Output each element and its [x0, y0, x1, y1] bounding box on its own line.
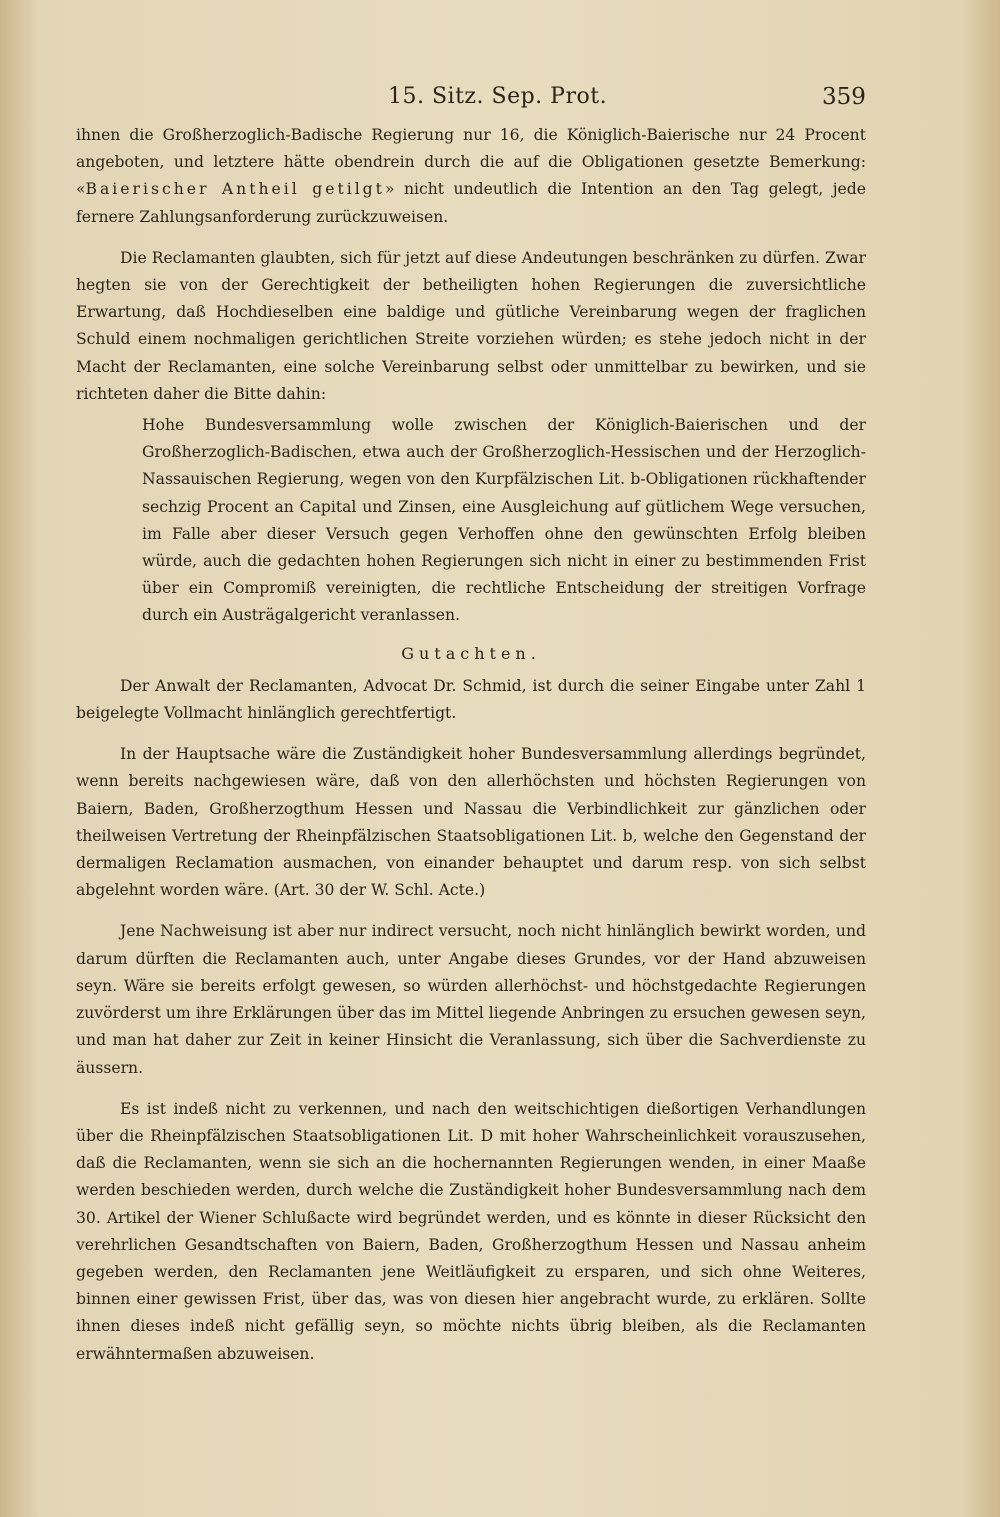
paragraph: In der Hauptsache wäre die Zuständigkeit hoher Bundesversammlung allerdings begründet, wenn bereits nachgewiesen wäre, daß von den allerhöchsten und höchsten Regierungen von Baiern, Baden, Großherzogthum Hessen und Nassau die Verbindlichkeit zur gänzlichen oder theilweisen Vertretung der Rheinpfälzischen Staatsobligationen Lit. b, welche den Gegenstand der dermaligen Reclamation ausmachen, von einander behauptet und darum resp. von sich selbst abgelehnt worden wäre. (Art. 30 der W. Schl. Acte.) [76, 745, 866, 900]
paragraph: Es ist indeß nicht zu verkennen, und nach den weitschichtigen dießortigen Verhandlungen über die Rheinpfälzischen Staatsobligationen Lit. D mit hoher Wahrscheinlichkeit vorauszusehen, daß die Reclamanten, wenn sie sich an die hochernannten Regierungen wenden, in einer Maaße werden beschieden werden, durch welche die Zuständigkeit hoher Bundesversammlung nach dem 30. Artikel der Wiener Schlußacte wird begründet werden, und es könnte in dieser Rücksicht den verehrlichen Gesandtschaften von Baiern, Baden, Großherzogthum Hessen und Nassau anheim gegeben werden, den Reclamanten jene Weitläufigkeit zu ersparen, und sich ohne Weiteres, binnen einer gewissen Frist, über das, was von diesen hier angebracht wurde, zu erklären. Sollte ihnen dieses indeß nicht gefällig seyn, so möchte nichts übrig bleiben, als die Reclamanten erwähntermaßen abzuweisen. [76, 1099, 866, 1363]
paragraph-text: ihnen die Großherzoglich-Badische Regierung nur 16, die Königlich-Baierische nur 24 Procent angeboten, und letztere hätte obendrein durch die auf die Obligationen gesetzte Bemerkung: « [76, 126, 866, 199]
petition-block: Hohe Bundesversammlung wolle zwischen der Königlich-Baierischen und der Großherzoglich-Badischen, etwa auch der Großherzoglich-Hessischen und der Herzoglich-Nassauischen Regierung, wegen von den Kurpfälzischen Lit. b-Obligationen rückhaftender sechzig Procent an Capital und Zinsen, eine Ausgleichung auf gütlichem Wege versuchen, im Falle aber dieser Versuch gegen Verhoffen ohne den gewünschten Erfolg bleiben würde, auch die gedachten hohen Regierungen sich nicht in einer zu bestimmenden Frist über ein Compromiß vereinigten, die rechtliche Entscheidung der streitigen Vorfrage durch ein Austrägalgericht veranlassen. [142, 416, 866, 625]
paragraph-continuation [76, 122, 866, 231]
text-body [76, 122, 866, 1372]
paragraph: Die Reclamanten glaubten, sich für jetzt auf diese Andeutungen beschränken zu dürfen. Zwar hegten sie von der Gerechtigkeit der betheiligten hohen Regierungen die zuversichtliche Erwartung, daß Hochdieselben eine baldige und gütliche Vereinbarung wegen der fraglichen Schuld einem nochmaligen gerichtlichen Streite vorziehen würden; es stehe jedoch nicht in der Macht der Reclamanten, eine solche Vereinbarung selbst oder unmittelbar zu bewirken, und sie richteten daher die Bitte dahin: [76, 248, 866, 403]
spaced-quote: Baierischer Antheil getilgt [85, 180, 385, 199]
running-head: 15. Sitz. Sep. Prot. [388, 84, 608, 109]
paragraph-gap [76, 731, 866, 741]
page-header [0, 84, 1000, 118]
paragraph-gap [76, 235, 866, 245]
section-heading: Gutachten. [401, 643, 541, 663]
paragraph-gap [76, 908, 866, 918]
paragraph: Der Anwalt der Reclamanten, Advocat Dr. Schmid, ist durch die seiner Eingabe unter Zahl 1 beigelegte Vollmacht hinlänglich gerechtfertigt. [76, 676, 866, 723]
page-number: 359 [822, 84, 866, 110]
paragraph-gap [76, 1086, 866, 1096]
paragraph: Jene Nachweisung ist aber nur indirect versucht, noch nicht hinlänglich bewirkt worden, und darum dürften die Reclamanten auch, unter Angabe dieses Grundes, vor der Hand abzuweisen seyn. Wäre sie bereits erfolgt gewesen, so würden allerhöchst- und höchstgedachte Regierungen zuvörderst um ihre Erklärungen über das im Mittel liegende Anbringen zu ersuchen gewesen seyn, und man hat daher zur Zeit in keiner Hinsicht die Veranlassung, sich über die Sachverdienste zu äussern. [76, 922, 866, 1077]
paragraph-text: » nicht undeutlich die Intention an den Tag gelegt, jede fernere Zahlungsanforderung zurückzuweisen. [76, 180, 866, 226]
